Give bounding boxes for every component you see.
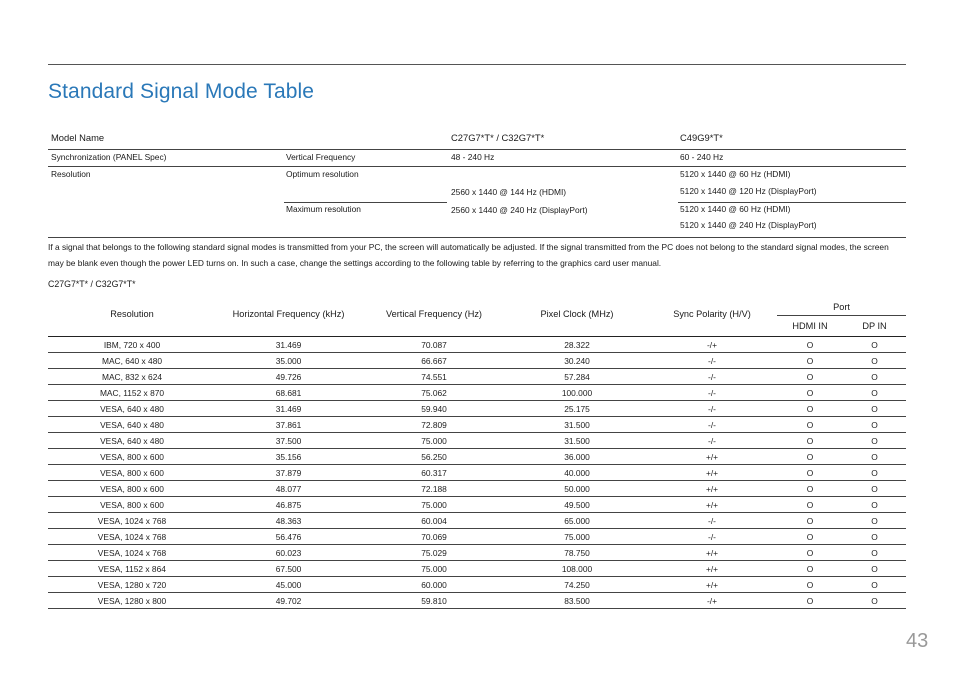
- sync-cell: -/+: [647, 593, 777, 609]
- table-row: [48, 337, 906, 353]
- dp-cell: O: [843, 593, 906, 609]
- resolution-cell: VESA, 1280 x 720: [48, 577, 216, 593]
- sync-cell: -/-: [647, 513, 777, 529]
- vfreq-cell: 75.062: [361, 385, 507, 401]
- pclock-cell: 50.000: [507, 481, 647, 497]
- hfreq-cell: 48.077: [216, 481, 361, 497]
- table-row: [48, 593, 906, 609]
- resolution-sub-divider-b: [678, 202, 906, 203]
- table-row: [48, 369, 906, 385]
- mode-table-model-heading: C27G7*T* / C32G7*T*: [48, 279, 136, 289]
- maximum-value-a: 2560 x 1440 @ 240 Hz (DisplayPort): [451, 205, 588, 215]
- hdmi-cell: O: [777, 385, 843, 401]
- resolution-cell: VESA, 1152 x 864: [48, 561, 216, 577]
- dp-cell: O: [843, 417, 906, 433]
- hfreq-cell: 56.476: [216, 529, 361, 545]
- vfreq-cell: 60.317: [361, 465, 507, 481]
- resolution-cell: VESA, 1280 x 800: [48, 593, 216, 609]
- resolution-cell: VESA, 800 x 600: [48, 449, 216, 465]
- vfreq-cell: 60.004: [361, 513, 507, 529]
- pclock-cell: 36.000: [507, 449, 647, 465]
- resolution-cell: MAC, 640 x 480: [48, 353, 216, 369]
- maximum-value-b-hdmi: 5120 x 1440 @ 60 Hz (HDMI): [680, 204, 791, 214]
- maximum-value-b-dp: 5120 x 1440 @ 240 Hz (DisplayPort): [680, 220, 817, 230]
- hdmi-cell: O: [777, 529, 843, 545]
- pclock-cell: 25.175: [507, 401, 647, 417]
- resolution-cell: VESA, 1024 x 768: [48, 513, 216, 529]
- page-title: Standard Signal Mode Table: [48, 80, 315, 103]
- sync-label: Synchronization (PANEL Spec): [51, 152, 167, 162]
- sync-row: [48, 150, 906, 167]
- sync-cell: -/-: [647, 369, 777, 385]
- vfreq-cell: 59.810: [361, 593, 507, 609]
- pclock-cell: 40.000: [507, 465, 647, 481]
- dp-cell: O: [843, 369, 906, 385]
- hdmi-cell: O: [777, 449, 843, 465]
- panel-spec-table: [48, 128, 906, 238]
- hfreq-cell: 60.023: [216, 545, 361, 561]
- hdmi-cell: O: [777, 353, 843, 369]
- sync-cell: -/-: [647, 401, 777, 417]
- table-row: [48, 529, 906, 545]
- sync-cell: +/+: [647, 497, 777, 513]
- sync-cell: -/-: [647, 353, 777, 369]
- hfreq-cell: 48.363: [216, 513, 361, 529]
- dp-cell: O: [843, 385, 906, 401]
- resolution-cell: IBM, 720 x 400: [48, 337, 216, 353]
- vfreq-cell: 75.000: [361, 561, 507, 577]
- resolution-cell: VESA, 640 x 480: [48, 401, 216, 417]
- sync-cell: +/+: [647, 481, 777, 497]
- model-a-header: C27G7*T* / C32G7*T*: [451, 132, 545, 143]
- optimum-value-b-hdmi: 5120 x 1440 @ 60 Hz (HDMI): [680, 169, 791, 179]
- table-row: [48, 513, 906, 529]
- dp-cell: O: [843, 561, 906, 577]
- resolution-cell: VESA, 1024 x 768: [48, 545, 216, 561]
- pclock-cell: 100.000: [507, 385, 647, 401]
- col-sync-polarity: Sync Polarity (H/V): [647, 291, 777, 337]
- hdmi-cell: O: [777, 369, 843, 385]
- hfreq-cell: 49.726: [216, 369, 361, 385]
- mode-table-body: [48, 337, 906, 609]
- dp-cell: O: [843, 353, 906, 369]
- hfreq-cell: 46.875: [216, 497, 361, 513]
- vfreq-cell: 75.029: [361, 545, 507, 561]
- dp-cell: O: [843, 529, 906, 545]
- col-dp-in: DP IN: [843, 316, 906, 337]
- dp-cell: O: [843, 545, 906, 561]
- dp-cell: O: [843, 577, 906, 593]
- table-row: [48, 481, 906, 497]
- pclock-cell: 31.500: [507, 417, 647, 433]
- pclock-cell: 31.500: [507, 433, 647, 449]
- pclock-cell: 30.240: [507, 353, 647, 369]
- hfreq-cell: 45.000: [216, 577, 361, 593]
- vfreq-cell: 70.069: [361, 529, 507, 545]
- resolution-cell: VESA, 800 x 600: [48, 465, 216, 481]
- dp-cell: O: [843, 513, 906, 529]
- vfreq-cell: 66.667: [361, 353, 507, 369]
- table-row: [48, 561, 906, 577]
- sync-cell: +/+: [647, 577, 777, 593]
- vfreq-cell: 75.000: [361, 497, 507, 513]
- table-row: [48, 401, 906, 417]
- pclock-cell: 28.322: [507, 337, 647, 353]
- resolution-cell: VESA, 1024 x 768: [48, 529, 216, 545]
- pclock-cell: 74.250: [507, 577, 647, 593]
- model-b-header: C49G9*T*: [680, 132, 723, 143]
- table-row: [48, 497, 906, 513]
- dp-cell: O: [843, 449, 906, 465]
- hdmi-cell: O: [777, 561, 843, 577]
- pclock-cell: 83.500: [507, 593, 647, 609]
- optimum-resolution-label: Optimum resolution: [286, 169, 359, 179]
- pclock-cell: 108.000: [507, 561, 647, 577]
- hdmi-cell: O: [777, 513, 843, 529]
- vfreq-cell: 72.809: [361, 417, 507, 433]
- sync-cell: -/-: [647, 529, 777, 545]
- sync-cell: +/+: [647, 449, 777, 465]
- pclock-cell: 57.284: [507, 369, 647, 385]
- sync-value-b: 60 - 240 Hz: [680, 152, 724, 162]
- dp-cell: O: [843, 337, 906, 353]
- vertical-frequency-label: Vertical Frequency: [286, 152, 356, 162]
- resolution-cell: MAC, 1152 x 870: [48, 385, 216, 401]
- vfreq-cell: 72.188: [361, 481, 507, 497]
- vfreq-cell: 56.250: [361, 449, 507, 465]
- optimum-value-a: 2560 x 1440 @ 144 Hz (HDMI): [451, 187, 567, 197]
- hfreq-cell: 37.861: [216, 417, 361, 433]
- maximum-resolution-label: Maximum resolution: [286, 204, 361, 214]
- resolution-sub-divider-a: [284, 202, 447, 203]
- table-row: [48, 417, 906, 433]
- hdmi-cell: O: [777, 593, 843, 609]
- hfreq-cell: 35.156: [216, 449, 361, 465]
- table-row: [48, 433, 906, 449]
- sync-cell: +/+: [647, 465, 777, 481]
- model-name-header: Model Name: [51, 132, 105, 143]
- sync-cell: +/+: [647, 545, 777, 561]
- resolution-label: Resolution: [51, 169, 91, 179]
- hfreq-cell: 68.681: [216, 385, 361, 401]
- hdmi-cell: O: [777, 433, 843, 449]
- hdmi-cell: O: [777, 337, 843, 353]
- vfreq-cell: 75.000: [361, 433, 507, 449]
- dp-cell: O: [843, 401, 906, 417]
- hdmi-cell: O: [777, 481, 843, 497]
- col-resolution: Resolution: [48, 291, 216, 337]
- hfreq-cell: 67.500: [216, 561, 361, 577]
- optimum-value-b-dp: 5120 x 1440 @ 120 Hz (DisplayPort): [680, 186, 817, 196]
- vfreq-cell: 70.087: [361, 337, 507, 353]
- vfreq-cell: 59.940: [361, 401, 507, 417]
- col-vertical-frequency: Vertical Frequency (Hz): [361, 291, 507, 337]
- table-row: [48, 545, 906, 561]
- resolution-cell: VESA, 640 x 480: [48, 417, 216, 433]
- dp-cell: O: [843, 433, 906, 449]
- dp-cell: O: [843, 497, 906, 513]
- pclock-cell: 49.500: [507, 497, 647, 513]
- pclock-cell: 75.000: [507, 529, 647, 545]
- resolution-cell: VESA, 800 x 600: [48, 497, 216, 513]
- sync-cell: -/-: [647, 385, 777, 401]
- table-row: [48, 385, 906, 401]
- col-horizontal-frequency: Horizontal Frequency (kHz): [216, 291, 361, 337]
- sync-cell: +/+: [647, 561, 777, 577]
- pclock-cell: 65.000: [507, 513, 647, 529]
- resolution-cell: VESA, 640 x 480: [48, 433, 216, 449]
- sync-cell: -/+: [647, 337, 777, 353]
- hfreq-cell: 49.702: [216, 593, 361, 609]
- hdmi-cell: O: [777, 545, 843, 561]
- hdmi-cell: O: [777, 577, 843, 593]
- spec-header-row: [48, 128, 906, 150]
- table-row: [48, 465, 906, 481]
- top-divider: [48, 64, 906, 65]
- resolution-cell: MAC, 832 x 624: [48, 369, 216, 385]
- vfreq-cell: 74.551: [361, 369, 507, 385]
- col-port: Port: [777, 291, 906, 316]
- table-row: [48, 577, 906, 593]
- sync-cell: -/-: [647, 417, 777, 433]
- pclock-cell: 78.750: [507, 545, 647, 561]
- hdmi-cell: O: [777, 401, 843, 417]
- dp-cell: O: [843, 481, 906, 497]
- hdmi-cell: O: [777, 497, 843, 513]
- col-hdmi-in: HDMI IN: [777, 316, 843, 337]
- resolution-row: [48, 167, 906, 238]
- dp-cell: O: [843, 465, 906, 481]
- hfreq-cell: 37.500: [216, 433, 361, 449]
- hdmi-cell: O: [777, 465, 843, 481]
- resolution-cell: VESA, 800 x 600: [48, 481, 216, 497]
- signal-mode-note: If a signal that belongs to the following standard signal modes is transmitted from your PC, the screen will automatically be adjusted. If the signal transmitted from the PC does not belong to the standard signal modes, the screen may be blank even though the power LED turns on. In such a case, change the settings according to the following table by referring to the graphics card user manual.: [48, 242, 889, 268]
- hdmi-cell: O: [777, 417, 843, 433]
- col-pixel-clock: Pixel Clock (MHz): [507, 291, 647, 337]
- vfreq-cell: 60.000: [361, 577, 507, 593]
- sync-value-a: 48 - 240 Hz: [451, 152, 495, 162]
- table-row: [48, 449, 906, 465]
- sync-cell: -/-: [647, 433, 777, 449]
- hfreq-cell: 37.879: [216, 465, 361, 481]
- signal-mode-table: [48, 291, 906, 609]
- table-row: [48, 353, 906, 369]
- hfreq-cell: 31.469: [216, 401, 361, 417]
- hfreq-cell: 35.000: [216, 353, 361, 369]
- hfreq-cell: 31.469: [216, 337, 361, 353]
- page-number: 43: [906, 630, 929, 652]
